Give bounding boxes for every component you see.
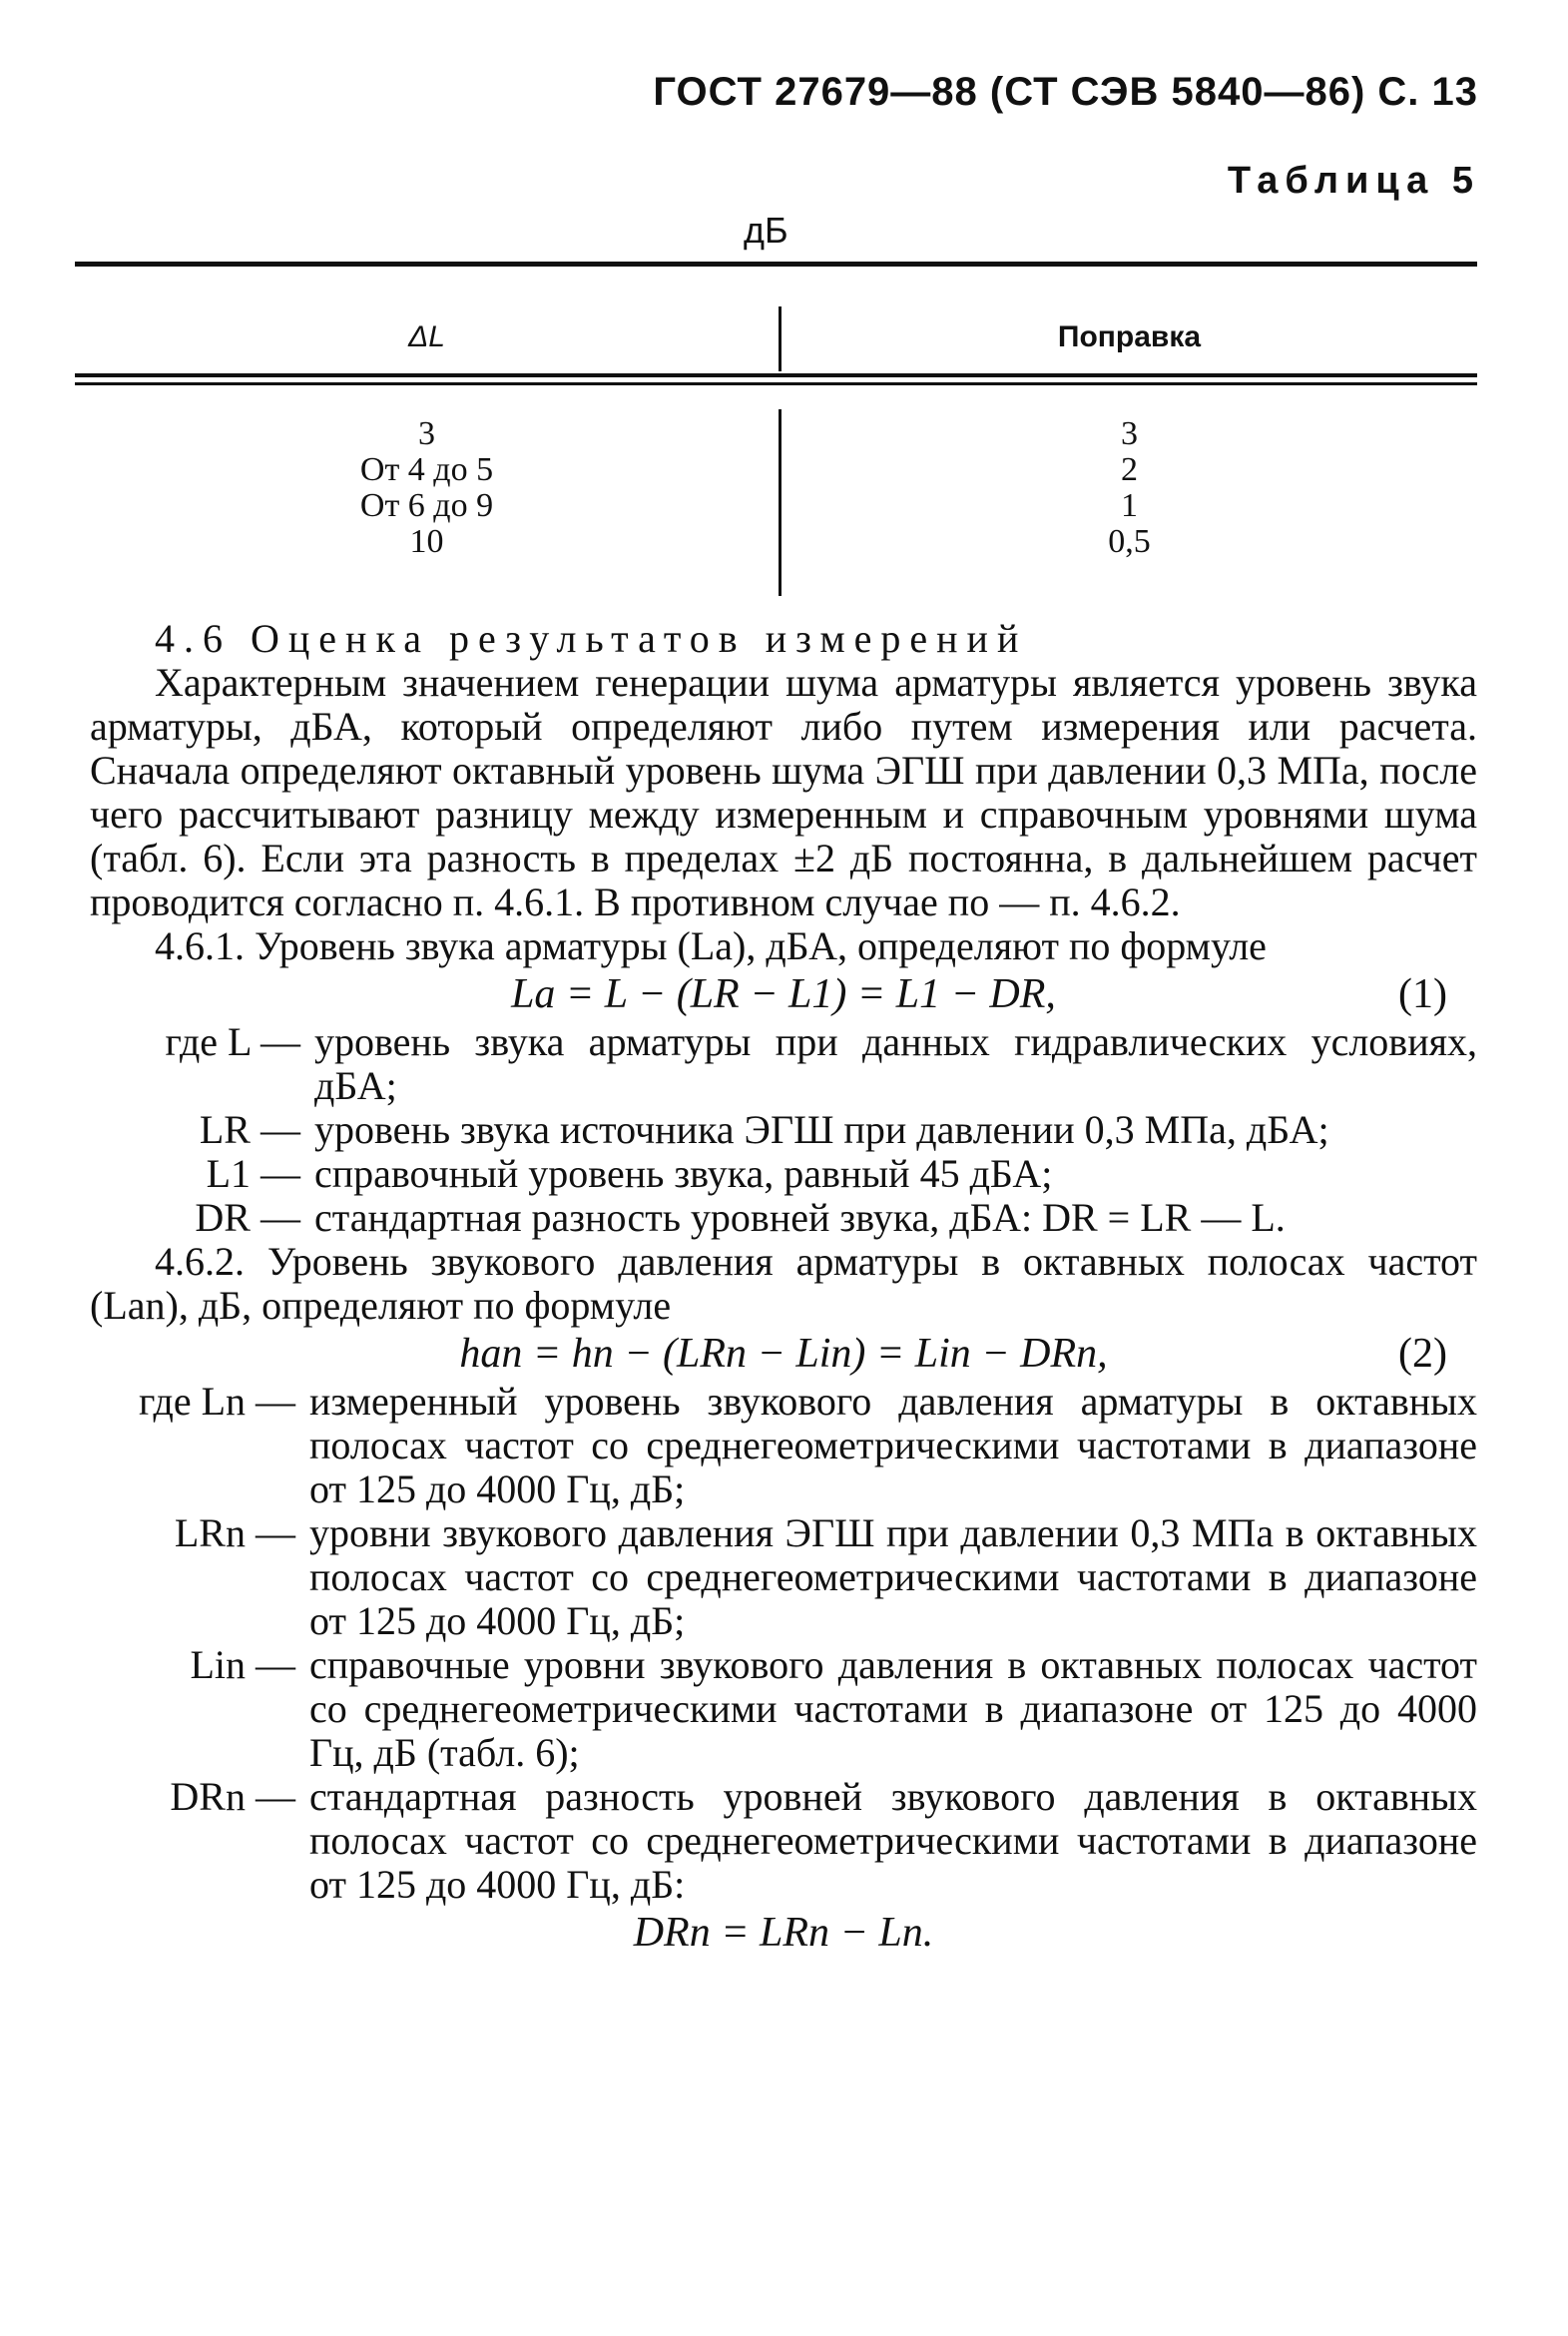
- document-body: [90, 617, 1477, 1959]
- table-column-delta-l: [75, 416, 779, 560]
- definition-symbol: L1 —: [206, 1151, 300, 1196]
- definition-text: справочный уровень звука, равный 45 дБА;: [314, 1151, 1053, 1196]
- item-4-6-2: 4.6.2. Уровень звукового давления арматуры в октавных полосах частот (Lan), дБ, определяют по формуле: [90, 1239, 1477, 1328]
- table-header-rule-2: [75, 382, 1477, 385]
- section-intro: Характерным значением генерации шума арматуры является уровень звука арматуры, дБА, который определяют либо путем измерения или расчета. Сначала определяют октавный уровень шума ЭГШ при давлении 0,3 МПа, после чего рассчитывают разницу между измеренным и справочным уровнями шума (табл. 6). Если эта разность в пределах ±2 дБ постоянна, в дальнейшем расчет проводится согласно п. 4.6.1. В противном случае по — п. 4.6.2.: [90, 660, 1477, 924]
- table-unit: дБ: [744, 210, 788, 251]
- item-4-6-1: 4.6.1. Уровень звука арматуры (La), дБА, определяют по формуле: [155, 923, 1267, 968]
- definition-row: [90, 1020, 1477, 1108]
- definition-symbol: DRn —: [170, 1774, 295, 1819]
- table-cell: 3: [418, 415, 435, 452]
- correction-table: [75, 262, 1477, 596]
- definition-text: стандартная разность уровней звука, дБА: DR = LR — L.: [314, 1195, 1286, 1240]
- definition-text: измеренный уровень звукового давления арматуры в октавных полосах частот со среднегеометрическими частотами в диапазоне от 125 до 4000 Гц, дБ;: [309, 1379, 1477, 1511]
- definition-text: справочные уровни звукового давления в октавных полосах частот со среднегеометрическими частотами в диапазоне от 125 до 4000 Гц, дБ (табл. 6);: [309, 1642, 1477, 1775]
- table-cell: 3: [1121, 415, 1138, 452]
- definition-row: [90, 1775, 1477, 1907]
- table-cell: 1: [1121, 487, 1138, 524]
- definition-row: [90, 1380, 1477, 1511]
- definition-row: [90, 1196, 1477, 1240]
- definition-text: уровень звука арматуры при данных гидравлических условиях, дБА;: [314, 1019, 1477, 1108]
- column-header-delta-l: ΔL: [408, 320, 445, 353]
- definition-row: [90, 1643, 1477, 1775]
- definition-symbol: где Ln —: [139, 1379, 295, 1424]
- table-cell: 10: [409, 523, 444, 560]
- page-header: ГОСТ 27679—88 (СТ СЭВ 5840—86) С. 13: [653, 70, 1478, 114]
- formula-2-expression: han = hn − (LRn − Lin) = Lin − DRn,: [459, 1331, 1108, 1377]
- table-cell: От 4 до 5: [359, 451, 494, 488]
- table-top-rule: [75, 262, 1477, 267]
- formula-1-number: (1): [1398, 971, 1447, 1017]
- definition-text: уровни звукового давления ЭГШ при давлении 0,3 МПа в октавных полосах частот со среднегеометрическими частотами в диапазоне от 125 до 4000 Гц, дБ;: [309, 1510, 1477, 1643]
- definition-text: стандартная разность уровней звукового давления в октавных полосах частот со среднегеометрическими частотами в диапазоне от 125 до 4000 Гц, дБ:: [309, 1774, 1477, 1907]
- definition-row: [90, 1152, 1477, 1196]
- table-label: Таблица 5: [1227, 160, 1480, 202]
- definition-symbol: Lin —: [190, 1642, 295, 1687]
- definition-row: [90, 1108, 1477, 1152]
- definition-row: [90, 1511, 1477, 1643]
- section-heading: 4.6 Оценка результатов измерений: [155, 616, 1028, 661]
- formula-1-definitions: [90, 1020, 1477, 1240]
- formula-1: [90, 968, 1477, 1020]
- definition-text: уровень звука источника ЭГШ при давлении 0,3 МПа, дБА;: [314, 1107, 1329, 1152]
- definition-symbol: LR —: [199, 1107, 300, 1152]
- formula-1-expression: La = L − (LR − L1) = L1 − DR,: [511, 971, 1056, 1017]
- definition-symbol: LRn —: [174, 1510, 295, 1555]
- definition-symbol: DR —: [195, 1195, 300, 1240]
- formula-2-definitions: [90, 1380, 1477, 1907]
- definition-symbol: где L —: [165, 1019, 300, 1064]
- table-column-correction: [782, 416, 1477, 560]
- formula-2-number: (2): [1398, 1331, 1447, 1377]
- formula-drn: [90, 1907, 1477, 1959]
- table-header-rule: [75, 373, 1477, 377]
- formula-drn-expression: DRn = LRn − Ln.: [633, 1910, 934, 1956]
- table-cell: От 6 до 9: [359, 487, 494, 524]
- table-cell: 2: [1121, 451, 1138, 488]
- table-cell: 0,5: [1108, 523, 1151, 560]
- column-header-correction: Поправка: [1057, 320, 1202, 353]
- formula-2: [90, 1328, 1477, 1380]
